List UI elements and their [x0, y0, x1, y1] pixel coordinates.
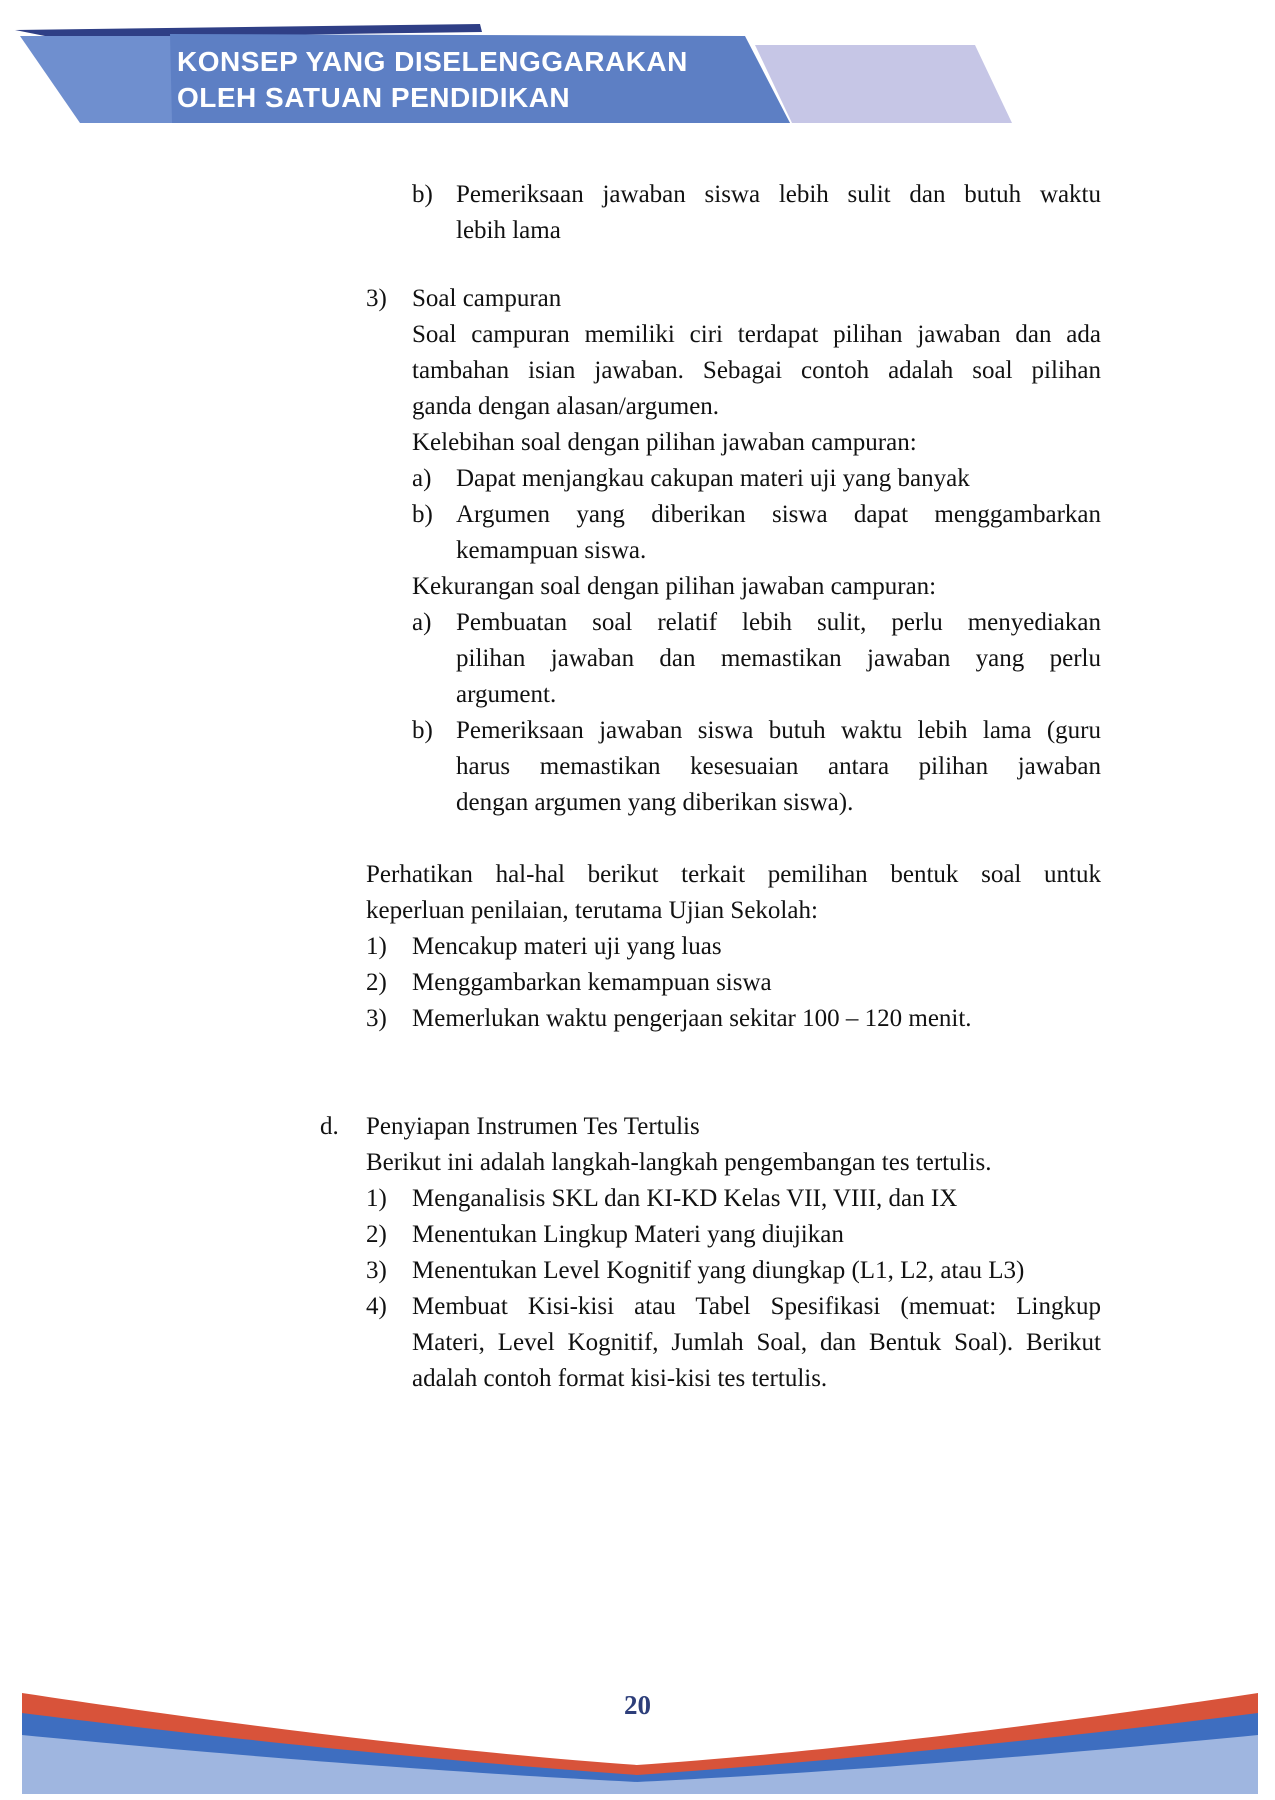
paragraph-line: lebih lama [456, 217, 561, 244]
list-item: Menentukan Lingkup Materi yang diujikan [412, 1221, 844, 1248]
paragraph-line: Pemeriksaan jawaban siswa lebih sulit dan butuh waktu [456, 181, 1101, 208]
list-label: a) [412, 609, 432, 636]
list-item: Mencakup materi uji yang luas [412, 933, 722, 960]
list-label: b) [412, 501, 433, 528]
list-item: Pemeriksaan jawaban siswa butuh waktu lebih lama (guru [456, 717, 1101, 744]
list-item: argument. [456, 681, 557, 708]
list-item: harus memastikan kesesuaian antara pilihan jawaban [456, 753, 1101, 780]
list-item: adalah contoh format kisi-kisi tes tertulis. [412, 1365, 828, 1392]
subheading: Kelebihan soal dengan pilihan jawaban campuran: [412, 429, 917, 456]
list-label: 1) [366, 933, 387, 960]
list-label: b) [412, 181, 433, 208]
list-item: Dapat menjangkau cakupan materi uji yang banyak [456, 465, 970, 492]
header-title [177, 44, 688, 116]
paragraph-line: tambahan isian jawaban. Sebagai contoh adalah soal pilihan [412, 357, 1101, 384]
list-item: Menentukan Level Kognitif yang diungkap (L1, L2, atau L3) [412, 1257, 1025, 1284]
header-banner [0, 0, 1275, 140]
list-item-title: Soal campuran [412, 285, 562, 312]
list-label: a) [412, 465, 432, 492]
header-title-line-1: KONSEP YANG DISELENGGARAKAN [177, 46, 688, 77]
list-item: Argumen yang diberikan siswa dapat menggambarkan [456, 501, 1101, 528]
paragraph-line: ganda dengan alasan/argumen. [412, 393, 720, 420]
paragraph-line: Berikut ini adalah langkah-langkah pengembangan tes tertulis. [366, 1149, 992, 1176]
paragraph-line: keperluan penilaian, terutama Ujian Sekolah: [366, 897, 818, 924]
list-item: Membuat Kisi-kisi atau Tabel Spesifikasi (memuat: Lingkup [412, 1293, 1101, 1320]
header-light-shape [755, 45, 1012, 123]
list-label: 1) [366, 1185, 387, 1212]
list-label: b) [412, 717, 433, 744]
list-item: Menganalisis SKL dan KI-KD Kelas VII, VIII, dan IX [412, 1185, 958, 1212]
header-title-line-2: OLEH SATUAN PENDIDIKAN [177, 82, 571, 113]
page-number: 20 [624, 1690, 651, 1720]
section-title: Penyiapan Instrumen Tes Tertulis [366, 1113, 700, 1140]
list-item: pilihan jawaban dan memastikan jawaban yang perlu [456, 645, 1101, 672]
list-item: Materi, Level Kognitif, Jumlah Soal, dan Bentuk Soal). Berikut [412, 1329, 1101, 1356]
subheading: Kekurangan soal dengan pilihan jawaban campuran: [412, 573, 937, 600]
list-label: 2) [366, 1221, 387, 1248]
section-label: d. [320, 1113, 339, 1140]
list-label: 4) [366, 1293, 387, 1320]
list-item: dengan argumen yang diberikan siswa). [456, 789, 854, 816]
list-item: Menggambarkan kemampuan siswa [412, 969, 772, 996]
paragraph-line: Soal campuran memiliki ciri terdapat pilihan jawaban dan ada [412, 321, 1101, 348]
list-item: Pembuatan soal relatif lebih sulit, perlu menyediakan [456, 609, 1101, 636]
list-label: 3) [366, 285, 387, 312]
list-item: kemampuan siswa. [456, 537, 647, 564]
list-label: 3) [366, 1005, 387, 1032]
list-label: 3) [366, 1257, 387, 1284]
paragraph-line: Perhatikan hal-hal berikut terkait pemilihan bentuk soal untuk [366, 861, 1101, 888]
list-item: Memerlukan waktu pengerjaan sekitar 100 – 120 menit. [412, 1005, 972, 1032]
list-label: 2) [366, 969, 387, 996]
